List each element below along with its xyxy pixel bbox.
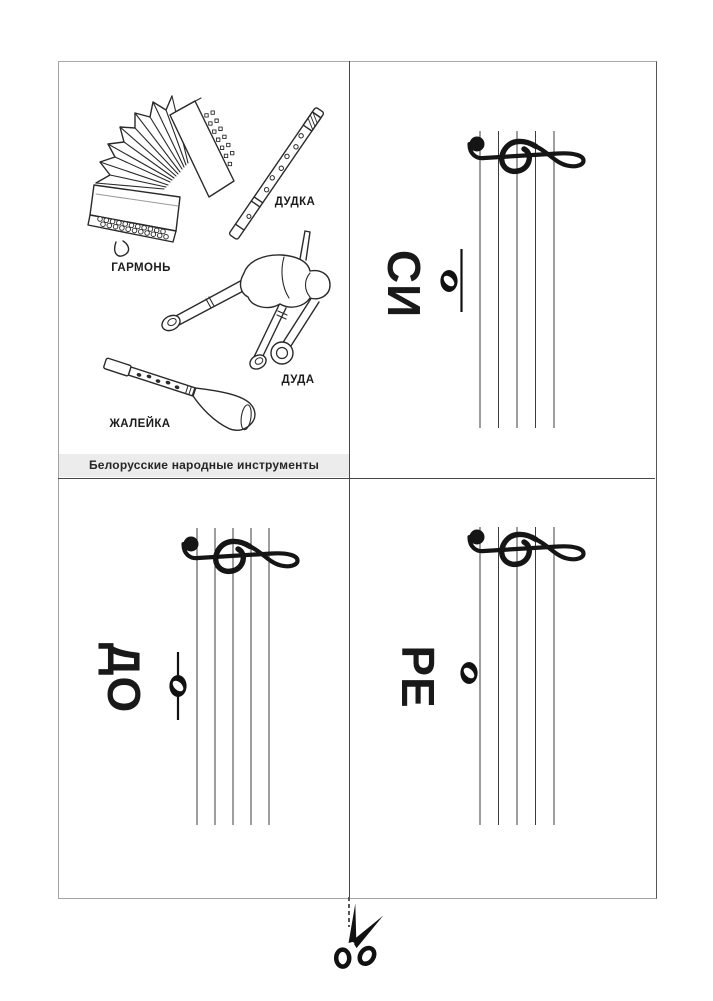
cut-line <box>348 897 350 927</box>
instruments-caption: Белорусские народные инструменты <box>59 454 349 477</box>
card-note-si <box>440 131 583 428</box>
card-note-re <box>460 527 583 825</box>
harmon-label: ГАРМОНЬ <box>111 262 171 274</box>
whole-note-icon <box>460 662 477 684</box>
whole-note-icon <box>169 675 186 697</box>
note-label-re: РЕ <box>392 645 444 709</box>
staff <box>480 131 554 428</box>
card-instruments <box>88 96 330 435</box>
duda-illustration <box>159 231 330 372</box>
card-note-do <box>169 528 297 825</box>
staff <box>480 527 554 825</box>
note-label-si: СИ <box>378 249 430 319</box>
duda-label: ДУДА <box>281 374 315 386</box>
harmon-illustration <box>88 96 234 256</box>
whole-note-icon <box>440 270 457 292</box>
dudka-illustration <box>229 107 325 240</box>
scissors-icon <box>332 902 387 976</box>
note-label-do: ДО <box>98 642 150 714</box>
dudka-label: ДУДКА <box>274 196 316 208</box>
treble-clef-icon <box>470 530 584 565</box>
treble-clef-icon <box>470 137 584 172</box>
zhaleika-label: ЖАЛЕЙКА <box>109 418 171 430</box>
treble-clef-icon <box>184 537 298 572</box>
